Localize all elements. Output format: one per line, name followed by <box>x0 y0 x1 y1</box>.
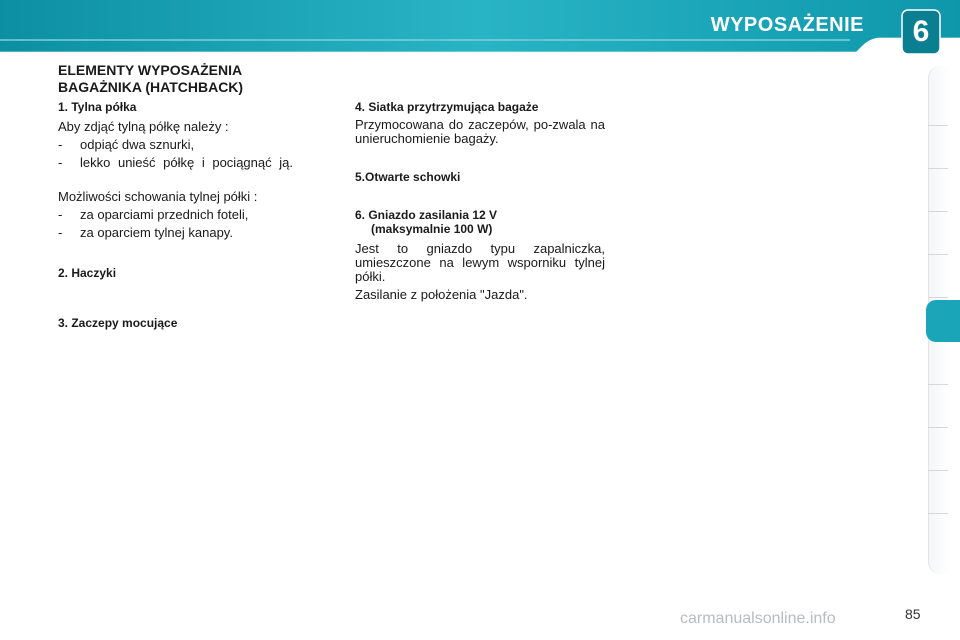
item-heading-5: 5.Otwarte schowki <box>355 170 461 184</box>
item-heading-2: 2. Haczyki <box>58 266 117 280</box>
tab-divider <box>928 254 948 255</box>
paragraph: Przymocowana do zaczepów, po-zwala na unieruchomienie bagaży. <box>355 117 605 146</box>
paragraph: Aby zdjąć tylną półkę należy : <box>58 119 229 134</box>
list-item-text: za oparciem tylnej kanapy. <box>80 225 233 240</box>
section-title <box>58 62 318 96</box>
list-item <box>58 208 308 222</box>
list-item <box>58 156 308 170</box>
page-number: 85 <box>905 606 921 622</box>
section-title-line: BAGAŻNIKA (HATCHBACK) <box>58 79 244 95</box>
list-item <box>58 226 308 240</box>
tab-divider <box>928 470 948 471</box>
list-item-text: odpiąć dwa sznurki, <box>80 137 195 152</box>
dash: - <box>58 137 63 152</box>
chapter-title: WYPOSAŻENIE <box>710 14 864 36</box>
tab-divider <box>928 427 948 428</box>
list-item <box>58 138 308 152</box>
item-heading-6: 6. Gniazdo zasilania 12 V <box>355 208 498 222</box>
chapter-tab-active[interactable] <box>926 300 960 342</box>
paragraph: Możliwości schowania tylnej półki : <box>58 189 258 204</box>
watermark: carmanualsonline.info <box>680 610 836 627</box>
tab-divider <box>928 168 948 169</box>
header-banner <box>0 0 960 62</box>
list-item-text: lekko unieść półkę i pociągnąć ją. <box>80 155 293 170</box>
chapter-number-badge: 6 <box>912 15 930 48</box>
list-item-text: za oparciami przednich foteli, <box>80 207 249 222</box>
tab-divider <box>928 125 948 126</box>
tab-divider <box>928 513 948 514</box>
section-title-line: ELEMENTY WYPOSAŻENIA <box>58 62 243 78</box>
left-column <box>58 100 308 330</box>
item-heading-6-sub: (maksymalnie 100 W) <box>371 222 493 236</box>
tab-divider <box>928 384 948 385</box>
item-heading-1: 1. Tylna półka <box>58 100 137 114</box>
dash: - <box>58 225 63 240</box>
dash: - <box>58 207 63 222</box>
item-heading-3: 3. Zaczepy mocujące <box>58 316 178 330</box>
tab-divider <box>928 297 948 298</box>
right-column <box>355 100 605 302</box>
paragraph: Zasilanie z położenia "Jazda". <box>355 287 528 302</box>
item-heading-4: 4. Siatka przytrzymująca bagaże <box>355 100 539 114</box>
paragraph: Jest to gniazdo typu zapalniczka, umieszczone na lewym wsporniku tylnej półki. <box>355 241 605 284</box>
tab-divider <box>928 211 948 212</box>
dash: - <box>58 155 63 170</box>
